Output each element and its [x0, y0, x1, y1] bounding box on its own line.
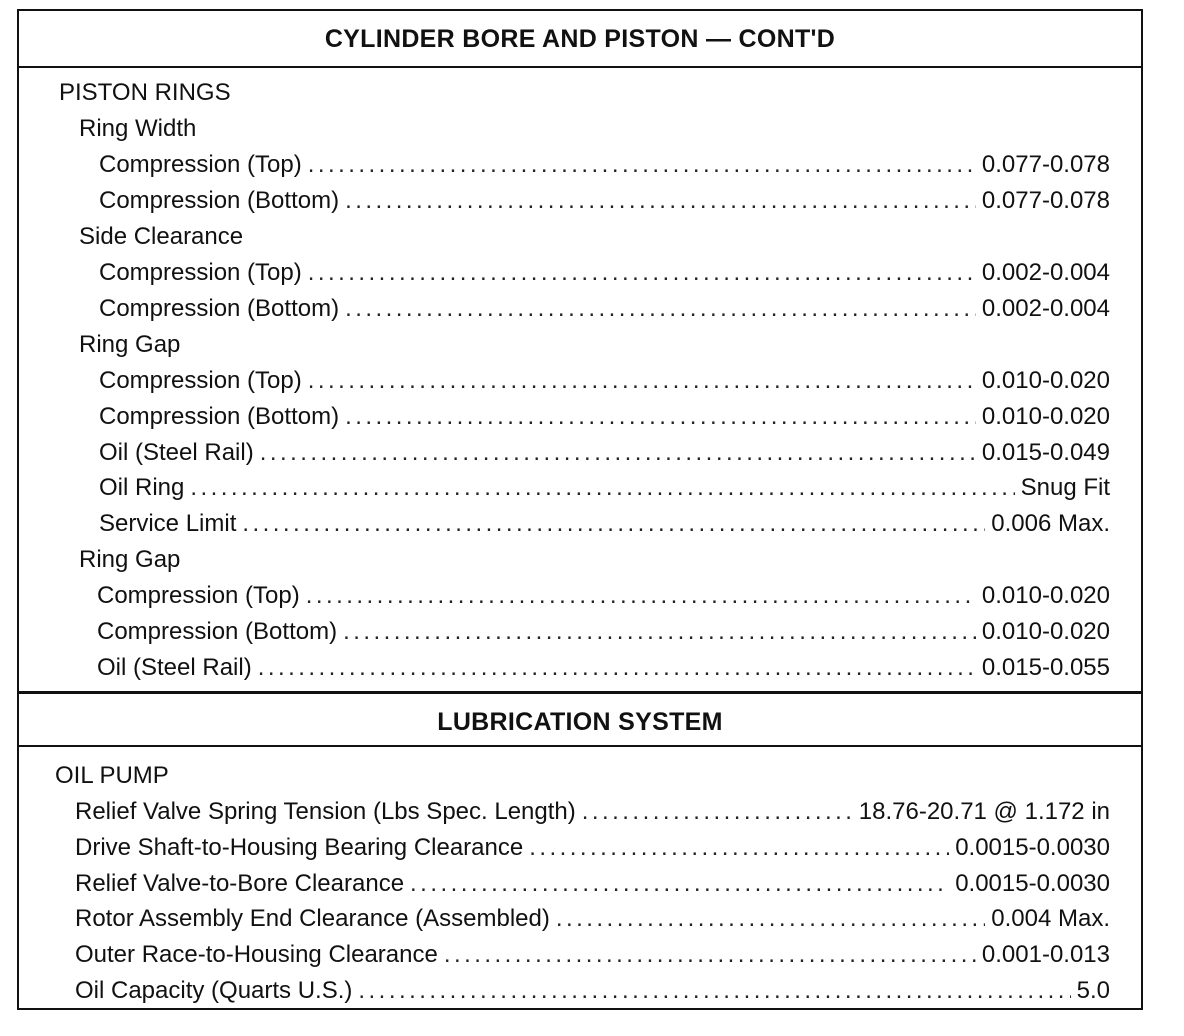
spec-label: Compression (Top) — [97, 582, 300, 609]
section-title-cylinder-bore: CYLINDER BORE AND PISTON — CONT'D — [19, 11, 1141, 68]
leader-dots — [358, 977, 1070, 1005]
spec-label: Rotor Assembly End Clearance (Assembled) — [75, 905, 550, 932]
leader-dots — [345, 187, 976, 215]
leader-dots — [556, 905, 985, 933]
spec-row — [99, 151, 1110, 181]
spec-row — [99, 295, 1110, 325]
spec-value: 5.0 — [1076, 977, 1110, 1004]
spec-value: 0.001-0.013 — [981, 941, 1110, 968]
spec-row — [99, 187, 1110, 217]
spec-row — [99, 439, 1110, 469]
spec-table — [17, 9, 1143, 1010]
leader-dots — [345, 403, 976, 431]
spec-row — [75, 977, 1110, 1007]
spec-row — [97, 654, 1110, 684]
spec-row — [75, 834, 1110, 864]
spec-label: Compression (Bottom) — [97, 618, 338, 645]
leader-dots — [242, 510, 985, 538]
spec-label: Compression (Top) — [99, 151, 302, 178]
group-heading-oil-pump: OIL PUMP — [55, 762, 169, 789]
spec-label: Service Limit — [99, 510, 237, 537]
spec-row — [75, 941, 1110, 971]
leader-dots — [258, 654, 976, 682]
spec-row — [99, 403, 1110, 433]
spec-label: Relief Valve-to-Bore Clearance — [75, 870, 405, 897]
spec-label: Relief Valve Spring Tension (Lbs Spec. Length) — [75, 798, 576, 825]
spec-label: Compression (Bottom) — [99, 187, 340, 214]
leader-dots — [308, 151, 976, 179]
spec-row — [97, 618, 1110, 648]
spec-value: 0.010-0.020 — [981, 618, 1110, 645]
spec-value: 0.010-0.020 — [981, 367, 1110, 394]
spec-label: Oil Ring — [99, 474, 185, 501]
spec-value: 0.006 Max. — [991, 510, 1110, 537]
leader-dots — [410, 870, 949, 898]
spec-value: 0.015-0.049 — [981, 439, 1110, 466]
spec-row — [75, 905, 1110, 935]
group-heading-piston-rings: PISTON RINGS — [59, 79, 231, 106]
spec-label: Compression (Bottom) — [99, 295, 340, 322]
spec-value: 0.077-0.078 — [981, 187, 1110, 214]
leader-dots — [308, 367, 976, 395]
section-title-lubrication-system: LUBRICATION SYSTEM — [19, 691, 1141, 747]
leader-dots — [343, 618, 976, 646]
spec-value: 0.004 Max. — [991, 905, 1110, 932]
spec-value: 0.010-0.020 — [981, 403, 1110, 430]
spec-label: Oil (Steel Rail) — [99, 439, 254, 466]
leader-dots — [306, 582, 976, 610]
leader-dots — [190, 474, 1014, 502]
spec-row — [99, 510, 1110, 540]
spec-value: 0.077-0.078 — [981, 151, 1110, 178]
spec-label: Oil (Steel Rail) — [97, 654, 252, 681]
spec-row — [99, 367, 1110, 397]
spec-value: 18.76-20.71 @ 1.172 in — [858, 798, 1110, 825]
leader-dots — [308, 259, 976, 287]
subheading-side-clearance: Side Clearance — [79, 223, 244, 250]
spec-value: 0.015-0.055 — [981, 654, 1110, 681]
leader-dots — [444, 941, 976, 969]
spec-value: Snug Fit — [1020, 474, 1110, 501]
leader-dots — [345, 295, 976, 323]
leader-dots — [260, 439, 976, 467]
spec-row — [97, 582, 1110, 612]
spec-value: 0.010-0.020 — [981, 582, 1110, 609]
spec-value: 0.0015-0.0030 — [955, 834, 1110, 861]
spec-row — [99, 259, 1110, 289]
spec-row — [75, 870, 1110, 900]
spec-label: Compression (Bottom) — [99, 403, 340, 430]
leader-dots — [582, 798, 853, 826]
spec-label: Compression (Top) — [99, 367, 302, 394]
subheading-ring-gap: Ring Gap — [79, 331, 181, 358]
spec-value: 0.0015-0.0030 — [955, 870, 1110, 897]
spec-label: Drive Shaft-to-Housing Bearing Clearance — [75, 834, 524, 861]
subheading-ring-width: Ring Width — [79, 115, 197, 142]
spec-value: 0.002-0.004 — [981, 259, 1110, 286]
leader-dots — [529, 834, 949, 862]
subheading-ring-gap-2: Ring Gap — [79, 546, 181, 573]
spec-label: Oil Capacity (Quarts U.S.) — [75, 977, 353, 1004]
spec-row — [99, 474, 1110, 504]
spec-label: Compression (Top) — [99, 259, 302, 286]
spec-label: Outer Race-to-Housing Clearance — [75, 941, 438, 968]
spec-value: 0.002-0.004 — [981, 295, 1110, 322]
spec-row — [75, 798, 1110, 828]
